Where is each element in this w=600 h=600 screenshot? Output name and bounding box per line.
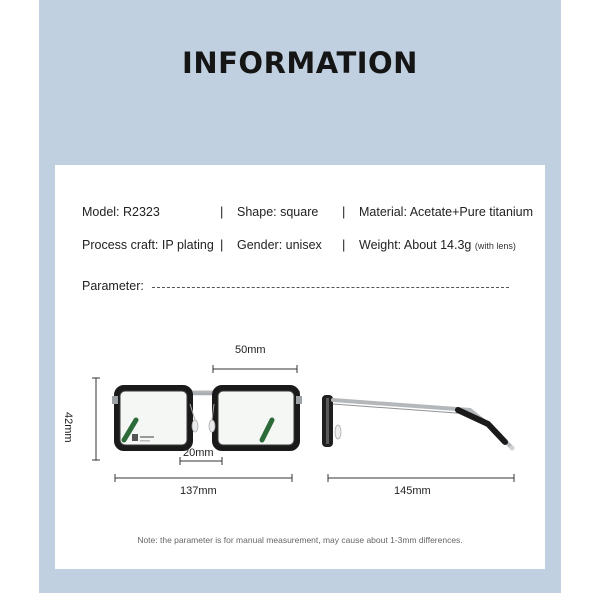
frame-width-label: 137mm (180, 485, 217, 497)
lens-width-label: 50mm (235, 344, 266, 356)
parameter-label: Parameter: (82, 279, 144, 293)
side-view-glasses (322, 395, 515, 451)
spec-weight-note: (with lens) (474, 241, 516, 251)
lens-height-label: 42mm (62, 412, 74, 443)
left-lens (117, 388, 190, 448)
separator: | (342, 204, 346, 219)
temple-length-label: 145mm (394, 485, 431, 497)
page-title: INFORMATION (182, 46, 418, 80)
spec-shape: Shape: square (237, 205, 319, 219)
spec-gender: Gender: unisex (237, 238, 322, 252)
spec-weight-value: Weight: About 14.3g (359, 238, 472, 252)
front-view-glasses (112, 388, 302, 448)
spec-model: Model: R2323 (82, 205, 160, 219)
spec-material: Material: Acetate+Pure titanium (359, 205, 534, 219)
separator: | (220, 204, 224, 219)
separator: | (220, 237, 224, 252)
temple-tip (458, 410, 505, 442)
spec-process: Process craft: IP plating (82, 238, 214, 252)
separator: | (342, 237, 346, 252)
right-lens (215, 388, 297, 448)
bridge-label: 20mm (183, 447, 214, 459)
measurement-note: Note: the parameter is for manual measurement, may cause about 1-3mm differences. (137, 535, 463, 545)
